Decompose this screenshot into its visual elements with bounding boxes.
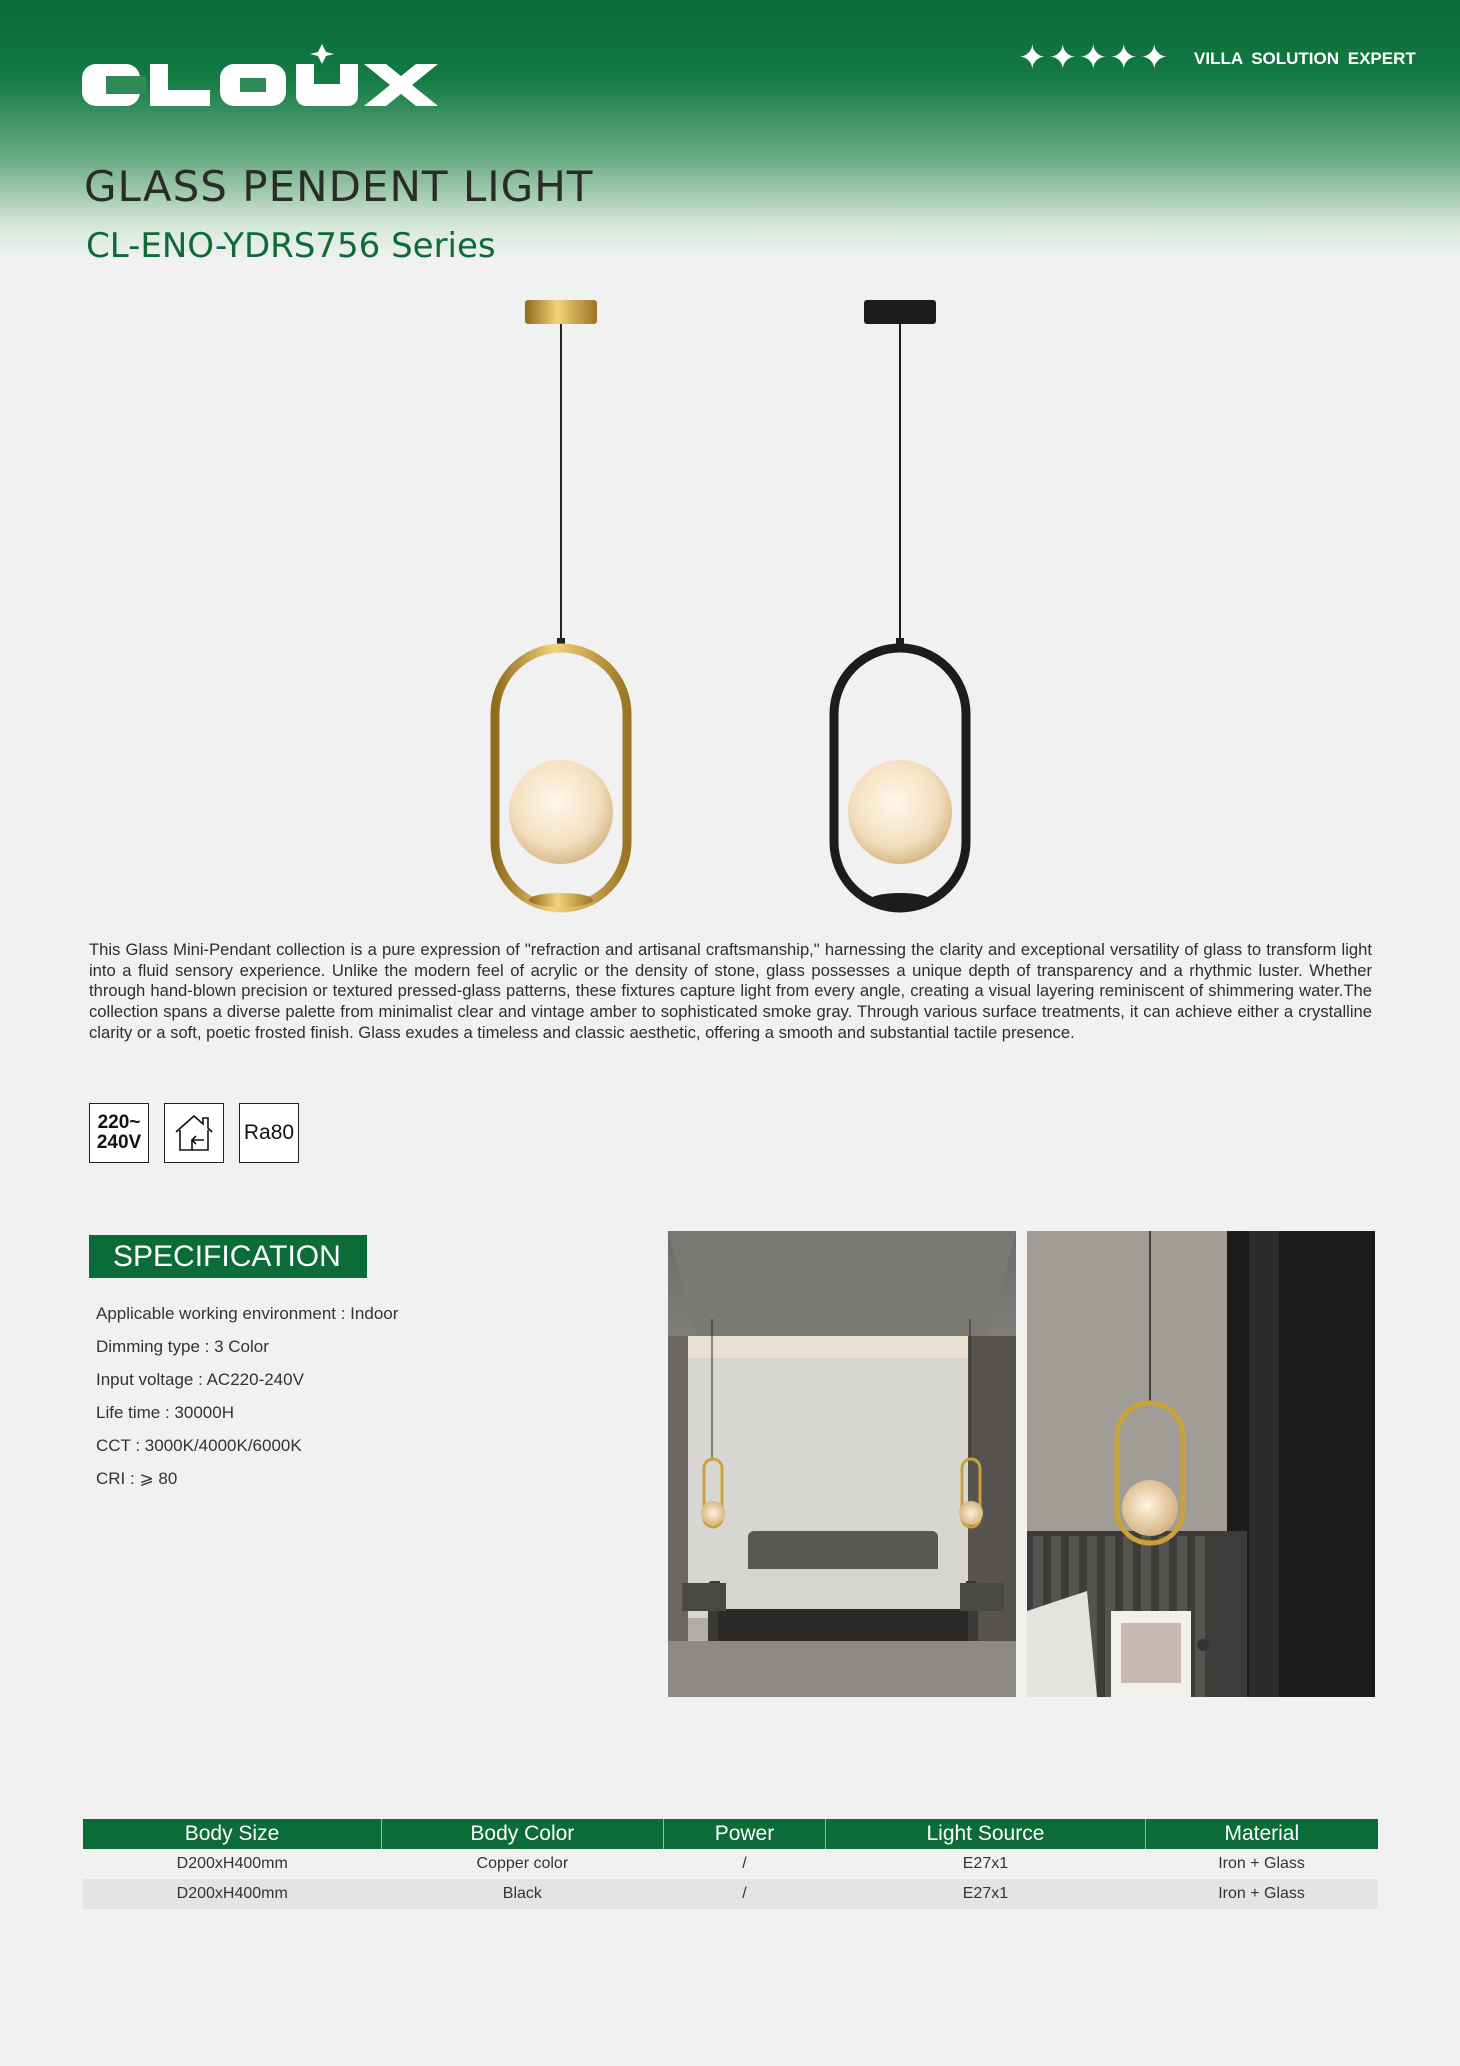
black-pendant xyxy=(834,300,966,908)
table-cell: E27x1 xyxy=(826,1879,1145,1909)
spec-item: Life time : 30000H xyxy=(96,1403,234,1422)
rating-stars: ✦✦✦✦✦ xyxy=(1018,38,1171,78)
col-power: Power xyxy=(663,1819,826,1849)
spec-item: CRI : ⩾ 80 xyxy=(96,1469,178,1488)
table-row xyxy=(83,1879,1378,1909)
voltage-badge xyxy=(89,1103,149,1163)
table-cell: E27x1 xyxy=(962,1855,1009,1872)
table-row xyxy=(83,1849,1378,1879)
cri-badge: Ra80 xyxy=(239,1103,299,1163)
table-cell: Iron + Glass xyxy=(1145,1879,1378,1909)
product-image-pendants xyxy=(470,290,990,930)
col-body-size: Body Size xyxy=(83,1819,382,1849)
col-material: Material xyxy=(1145,1819,1378,1849)
series-subtitle: CL-ENO-YDRS756 Series xyxy=(86,226,496,266)
table-cell: Iron + Glass xyxy=(1218,1855,1305,1872)
bedroom-scene-photo xyxy=(668,1231,1016,1697)
tagline: VILLA SOLUTION EXPERT xyxy=(1194,49,1416,68)
table-cell: Black xyxy=(382,1879,664,1909)
table-cell: Copper color xyxy=(476,1855,569,1872)
gold-pendant xyxy=(495,300,627,908)
header-band xyxy=(0,0,1460,260)
specification-heading: SPECIFICATION xyxy=(89,1235,367,1278)
table-cell: / xyxy=(663,1879,826,1909)
table-cell: D200xH400mm xyxy=(83,1879,382,1909)
table-cell: D200xH400mm xyxy=(176,1855,288,1872)
spec-item: Dimming type : 3 Color xyxy=(96,1337,269,1356)
product-description: This Glass Mini-Pendant collection is a pure expression of "refraction and artisanal craftsmanship," harnessing the clarity and exceptional versatility of glass to transform light into a fluid sensory experience. Unlike the modern feel of acrylic or the density of stone, glass possesses a unique depth of transparency and a rhythmic luster. Whether through hand-blown precision or textured pressed-glass patterns, these fixtures capture light from every angle, creating a visual layering reminiscent of shimmering water.The collection spans a diverse palette from minimalist clear and vintage amber to sophisticated smoke gray. Through various surface treatments, it can achieve either a crystalline clarity or a soft, poetic frosted finish. Glass exudes a timeless and classic aesthetic, offering a smooth and substantial tactile presence. xyxy=(89,940,1372,1042)
closeup-scene-photo xyxy=(1027,1231,1375,1697)
spec-item: Applicable working environment : Indoor xyxy=(96,1304,399,1323)
voltage-line2: 240V xyxy=(96,1132,142,1153)
page-title: GLASS PENDENT LIGHT xyxy=(84,162,594,211)
specification-table xyxy=(83,1819,1378,1909)
indoor-home-icon xyxy=(164,1103,224,1163)
table-cell: / xyxy=(742,1855,747,1872)
voltage-line1: 220~ xyxy=(97,1112,141,1133)
spec-item: CCT : 3000K/4000K/6000K xyxy=(96,1436,302,1455)
col-light-source: Light Source xyxy=(826,1819,1145,1849)
specification-list xyxy=(96,1302,398,1500)
spec-item: Input voltage : AC220-240V xyxy=(96,1370,304,1389)
col-body-color: Body Color xyxy=(382,1819,664,1849)
cloux-logo xyxy=(82,42,438,108)
